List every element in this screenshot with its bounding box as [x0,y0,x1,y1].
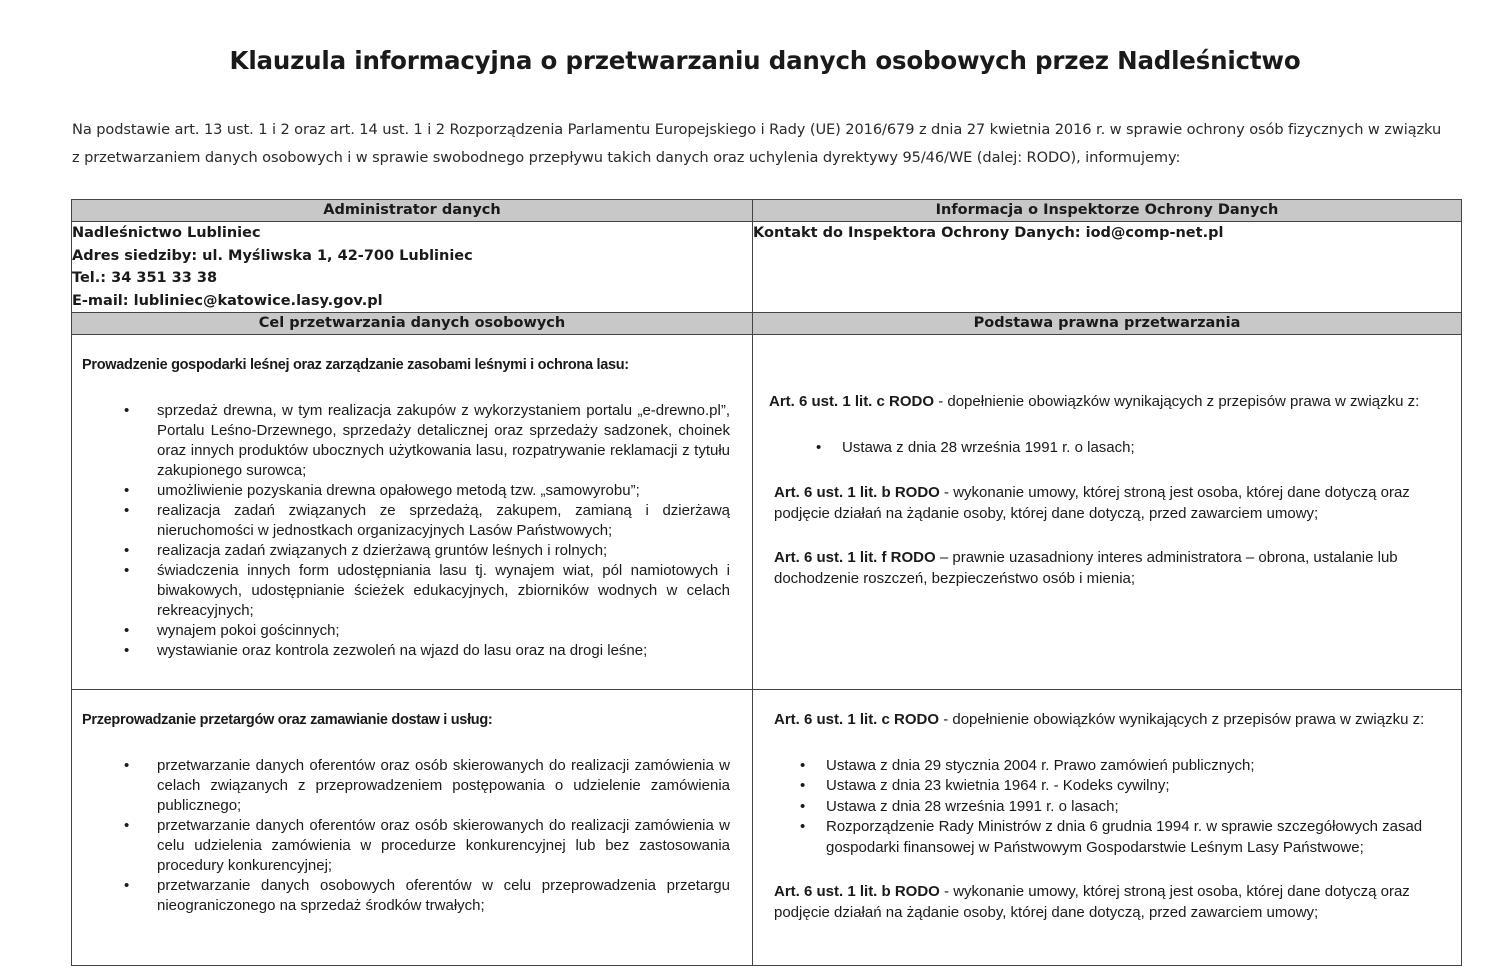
legal-basis-b [769,483,1443,524]
purpose-list [82,401,730,661]
legal-basis-c [769,392,1443,413]
list-item: • Ustawa z dnia 23 kwietnia 1964 r. - Kodeks cywilny; [826,776,1443,797]
legal-acts-list [769,438,1443,459]
purpose-cell-tenders [72,690,753,966]
list-item: • wystawianie oraz kontrola zezwoleń na wjazd do lasu oraz na drogi leśne; [157,641,730,661]
legal-acts-list [774,756,1443,859]
legal-basis-c [774,710,1443,731]
list-item: • wynajem pokoi gościnnych; [157,621,730,641]
list-item: • realizacja zadań związanych ze sprzedażą, zakupem, zamianą i dzierżawą nieruchomości w jednostkach organizacyjnych Lasów Państwowych; [157,501,730,541]
purpose-title: Prowadzenie gospodarki leśnej oraz zarządzanie zasobami leśnymi i ochrona lasu: [82,357,629,373]
legal-text: – prawnie uzasadniony interes administratora – obrona, ustalanie lub dochodzenie roszczeń, bezpieczeństwo osób i mienia; [774,549,1398,587]
header-legal-basis: Podstawa prawna przetwarzania [753,313,1462,335]
purpose-list [82,756,730,916]
legal-cell-forestry [753,335,1462,690]
header-iod: Informacja o Inspektorze Ochrony Danych [753,200,1462,222]
list-item: • Ustawa z dnia 28 września 1991 r. o lasach; [826,797,1443,818]
list-item: • realizacja zadań związanych z dzierżawą gruntów leśnych i rolnych; [157,541,730,561]
list-item: • przetwarzanie danych oferentów oraz osób skierowanych do realizacji zamówienia w celach związanych z przeprowadzeniem postępowania o udzielenie zamówienia publicznego; [157,756,730,816]
legal-text: - dopełnienie obowiązków wynikających z przepisów prawa w związku z: [939,711,1425,728]
purpose-cell-forestry [72,335,753,690]
intro-line-1: Na podstawie art. 13 ust. 1 i 2 oraz art. 14 ust. 1 i 2 Rozporządzenia Parlamentu Europejskiego i Rady (UE) 2016/679 z dnia 27 kwietnia 2016 r. w sprawie ochrony osób fizycznych w związku [72,121,1442,138]
list-item: • umożliwienie pozyskania drewna opałowego metodą tzw. „samowyrobu”; [157,481,730,501]
legal-basis-b [774,882,1443,923]
legal-text: - wykonanie umowy, której stroną jest osoba, której dane dotyczą oraz podjęcie działań na żądanie osoby, której dane dotyczą, przed zawarciem umowy; [774,484,1410,522]
list-item: • świadczenia innych form udostępniania lasu tj. wynajem wiat, pól namiotowych i biwakowych, udostępnianie ścieżek edukacyjnych, zbiorników wodnych w celach rekreacyjnych; [157,561,730,621]
administrator-cell [72,222,753,313]
list-item: • przetwarzanie danych osobowych oferentów w celu przeprowadzenia przetargu nieograniczonego na sprzedaż środków trwałych; [157,876,730,916]
header-administrator: Administrator danych [72,200,753,222]
header-purpose: Cel przetwarzania danych osobowych [72,313,753,335]
list-item: • Rozporządzenie Rady Ministrów z dnia 6 grudnia 1994 r. w sprawie szczegółowych zasad gospodarki finansowej w Państwowym Gospodarstwie Leśnym Lasy Państwowe; [826,817,1443,858]
list-item: • Ustawa z dnia 28 września 1991 r. o lasach; [842,438,1443,459]
info-table [71,199,1462,966]
list-item: • przetwarzanie danych oferentów oraz osób skierowanych do realizacji zamówienia w celu udzielenia zamówienia w procedurze konkurencyjnej lub bez zastosowania procedury konkurencyjnej; [157,816,730,876]
admin-name: Nadleśnictwo Lubliniec [72,225,261,241]
admin-email: E-mail: lubliniec@katowice.lasy.gov.pl [72,292,383,309]
admin-phone: Tel.: 34 351 33 38 [72,270,218,286]
legal-cell-tenders [753,690,1462,966]
admin-address: Adres siedziby: ul. Myśliwska 1, 42-700 Lubliniec [72,247,473,264]
intro-line-2: z przetwarzaniem danych osobowych i w sprawie swobodnego przepływu takich danych oraz uchylenia dyrektywy 95/46/WE (dalej: RODO), informujemy: [72,149,1181,166]
legal-ref: Art. 6 ust. 1 lit. b RODO [774,484,940,501]
intro-paragraph [72,116,1472,172]
iod-cell [753,222,1462,313]
iod-contact: Kontakt do Inspektora Ochrony Danych: iod@comp-net.pl [753,225,1224,241]
legal-ref: Art. 6 ust. 1 lit. c RODO [769,393,935,410]
legal-text: - wykonanie umowy, której stroną jest osoba, której dane dotyczą oraz podjęcie działań na żądanie osoby, której dane dotyczą, przed zawarciem umowy; [774,883,1410,921]
legal-ref: Art. 6 ust. 1 lit. b RODO [774,883,940,900]
list-item: • sprzedaż drewna, w tym realizacja zakupów z wykorzystaniem portalu „e-drewno.pl”, Portalu Leśno-Drzewnego, sprzedaży detalicznej oraz sprzedaży sadzonek, choinek oraz innych produktów ubocznych użytkowania lasu, rozpatrywanie reklamacji z tytułu zakupionego surowca; [157,401,730,481]
list-item: • Ustawa z dnia 29 stycznia 2004 r. Prawo zamówień publicznych; [826,756,1443,777]
legal-basis-f [769,548,1443,589]
document-title: Klauzula informacyjna o przetwarzaniu danych osobowych przez Nadleśnictwo [229,46,1301,75]
purpose-title: Przeprowadzanie przetargów oraz zamawianie dostaw i usług: [82,712,493,728]
legal-ref: Art. 6 ust. 1 lit. c RODO [774,711,940,728]
legal-text: - dopełnienie obowiązków wynikających z przepisów prawa w związku z: [934,393,1420,410]
legal-ref: Art. 6 ust. 1 lit. f RODO [774,549,936,566]
